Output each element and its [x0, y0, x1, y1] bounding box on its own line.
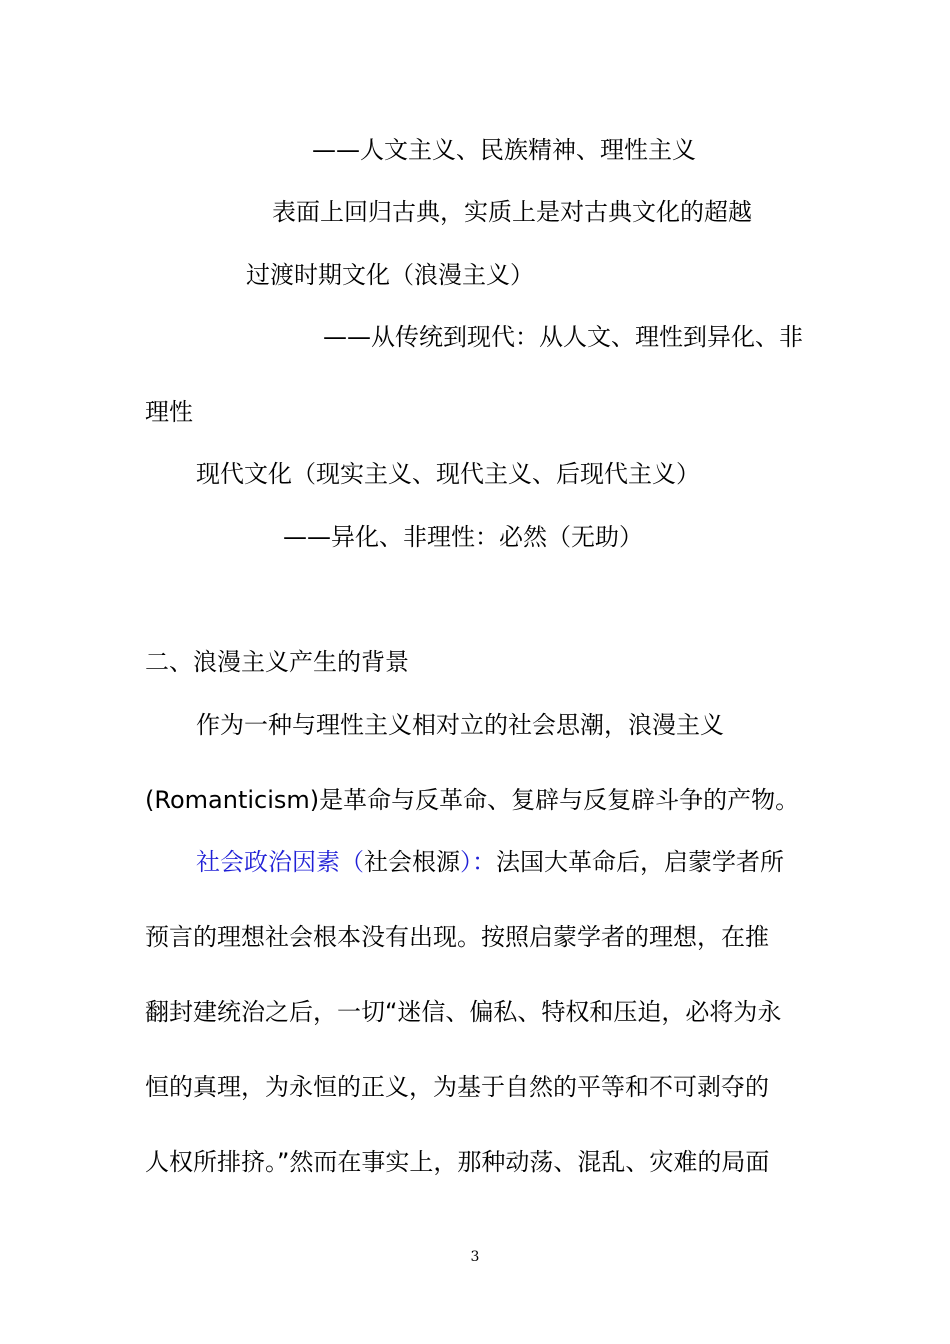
social-root-text: 社会根源 — [364, 848, 460, 876]
outline-line-humanism: ——人文主义、民族精神、理性主义 — [312, 136, 696, 164]
paragraph-2-line-3: 翻封建统治之后，一切“迷信、偏私、特权和压迫，必将为永 — [145, 998, 782, 1026]
outline-line-irrationality: 理性 — [145, 398, 193, 426]
outline-line-tradition-to-modern: ——从传统到现代：从人文、理性到异化、非 — [323, 323, 803, 351]
paragraph-2-line-1 — [196, 846, 784, 878]
outline-line-transitional-culture: 过渡时期文化（浪漫主义） — [246, 261, 534, 289]
paragraph-1-line-1: 作为一种与理性主义相对立的社会思潮，浪漫主义 — [196, 711, 724, 739]
paragraph-2-line-2: 预言的理想社会根本没有出现。按照启蒙学者的理想，在推 — [145, 923, 769, 951]
page-number: 3 — [470, 1249, 480, 1265]
paragraph-1-line-2: (Romanticism)是革命与反革命、复辟与反复辟斗争的产物。 — [145, 786, 800, 814]
highlight-colon: ）： — [460, 848, 496, 876]
paragraph-2-line-5: 人权所排挤。”然而在事实上，那种动荡、混乱、灾难的局面 — [145, 1148, 770, 1176]
outline-line-modern-culture: 现代文化（现实主义、现代主义、后现代主义） — [196, 460, 700, 488]
paragraph-2-line-1-rest: 法国大革命后，启蒙学者所 — [496, 848, 784, 876]
paragraph-2-line-4: 恒的真理，为永恒的正义，为基于自然的平等和不可剥夺的 — [145, 1073, 769, 1101]
outline-line-classical-transcendence: 表面上回归古典，实质上是对古典文化的超越 — [272, 198, 752, 226]
outline-line-alienation: ——异化、非理性：必然（无助） — [283, 523, 643, 551]
highlight-political-factors: 社会政治因素（ — [196, 848, 364, 876]
section-heading: 二、浪漫主义产生的背景 — [145, 648, 409, 676]
